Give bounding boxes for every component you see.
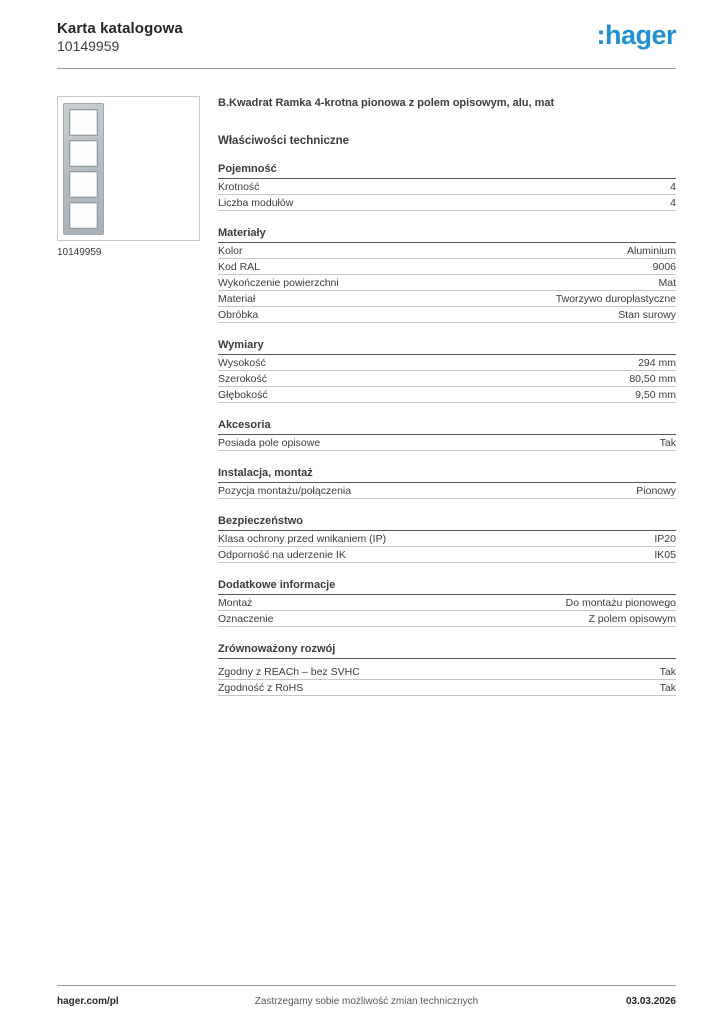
product-image [57, 96, 200, 241]
spec-row [218, 664, 676, 680]
technical-properties-heading: Właściwości techniczne [218, 135, 350, 148]
spec-value: IK05 [654, 549, 676, 562]
spec-value: Tak [659, 666, 676, 679]
section-zrownowazony-rozwoj [218, 640, 676, 696]
spec-row [218, 387, 676, 403]
spec-row [218, 259, 676, 275]
spec-value: Aluminium [626, 245, 676, 258]
header-titles [57, 19, 183, 56]
disclaimer-text: Zastrzegamy sobie możliwość zmian technicznych [254, 996, 479, 1007]
spec-label: Wykończenie powierzchni [218, 277, 339, 290]
spec-label: Kod RAL [218, 261, 261, 274]
spec-row [218, 307, 676, 323]
section-title: Materiały [218, 224, 676, 243]
spec-value: 9,50 mm [635, 389, 676, 402]
spec-row [218, 595, 676, 611]
product-image-column [57, 96, 200, 258]
spec-row [218, 547, 676, 563]
page-footer [57, 985, 676, 1007]
product-title: B.Kwadrat Ramka 4-krotna pionowa z polem opisowym, alu, mat [218, 97, 555, 110]
spec-label: Wysokość [218, 357, 266, 370]
spec-row [218, 243, 676, 259]
section-akcesoria [218, 416, 676, 451]
document-date: 03.03.2026 [625, 996, 676, 1007]
spec-value: 4 [670, 197, 676, 210]
website-link[interactable]: hager.com/pl [57, 996, 119, 1007]
spec-value: 80,50 mm [629, 373, 676, 386]
spec-label: Liczba modułów [218, 197, 294, 210]
footer-row [57, 996, 676, 1007]
spec-row [218, 291, 676, 307]
spec-label: Zgodny z REACh – bez SVHC [218, 666, 360, 679]
frame-opening-4 [69, 202, 98, 229]
spec-label: Głębokość [218, 389, 268, 402]
spec-row [218, 355, 676, 371]
spec-label: Zgodność z RoHS [218, 682, 304, 695]
spec-value: Tak [659, 437, 676, 450]
section-wymiary [218, 336, 676, 403]
spec-label: Pozycja montażu/połączenia [218, 485, 352, 498]
section-materialy [218, 224, 676, 323]
spec-row [218, 483, 676, 499]
frame-opening-3 [69, 171, 98, 198]
section-title: Wymiary [218, 336, 676, 355]
spec-label: Montaż [218, 597, 253, 610]
spec-value: Mat [658, 277, 676, 290]
spec-value: 9006 [652, 261, 676, 274]
spec-row [218, 179, 676, 195]
spec-value: Z polem opisowym [588, 613, 676, 626]
spec-value: Stan surowy [618, 309, 676, 322]
spec-content [218, 96, 676, 696]
spec-row [218, 371, 676, 387]
spec-value: IP20 [654, 533, 676, 546]
section-title: Zrównoważony rozwój [218, 640, 676, 659]
main-content [0, 69, 724, 696]
spec-label: Oznaczenie [218, 613, 274, 626]
spec-row [218, 275, 676, 291]
section-title: Akcesoria [218, 416, 676, 435]
spec-value: 294 mm [638, 357, 676, 370]
section-title: Pojemność [218, 160, 676, 179]
spec-value: Tak [659, 682, 676, 695]
spec-label: Materiał [218, 293, 256, 306]
spec-label: Klasa ochrony przed wnikaniem (IP) [218, 533, 387, 546]
spec-label: Posiada pole opisowe [218, 437, 321, 450]
footer-divider [57, 985, 676, 986]
section-bezpieczenstwo [218, 512, 676, 563]
section-pojemnosc [218, 160, 676, 211]
section-title: Dodatkowe informacje [218, 576, 676, 595]
spec-value: Pionowy [636, 485, 676, 498]
spec-label: Szerokość [218, 373, 268, 386]
spec-label: Obróbka [218, 309, 259, 322]
section-dodatkowe-informacje [218, 576, 676, 627]
spec-row [218, 680, 676, 696]
section-title: Bezpieczeństwo [218, 512, 676, 531]
image-caption: 10149959 [57, 247, 102, 259]
frame-opening-2 [69, 140, 98, 167]
spec-label: Krotność [218, 181, 260, 194]
section-title: Instalacja, montaż [218, 464, 676, 483]
frame-opening-1 [69, 109, 98, 136]
spec-label: Odporność na uderzenie IK [218, 549, 346, 562]
spec-row [218, 195, 676, 211]
spec-label: Kolor [218, 245, 243, 258]
spec-row [218, 435, 676, 451]
page-header [0, 0, 724, 56]
section-instalacja-montaz [218, 464, 676, 499]
spec-value: Tworzywo duroplastyczne [555, 293, 676, 306]
spec-value: Do montażu pionowego [565, 597, 676, 610]
frame-4gang-illustration [63, 103, 104, 235]
hager-logo: :hager [596, 20, 676, 50]
doc-type-title: Karta katalogowa [57, 20, 183, 37]
product-code: 10149959 [57, 38, 120, 55]
spec-row [218, 611, 676, 627]
spec-row [218, 531, 676, 547]
spec-value: 4 [670, 181, 676, 194]
